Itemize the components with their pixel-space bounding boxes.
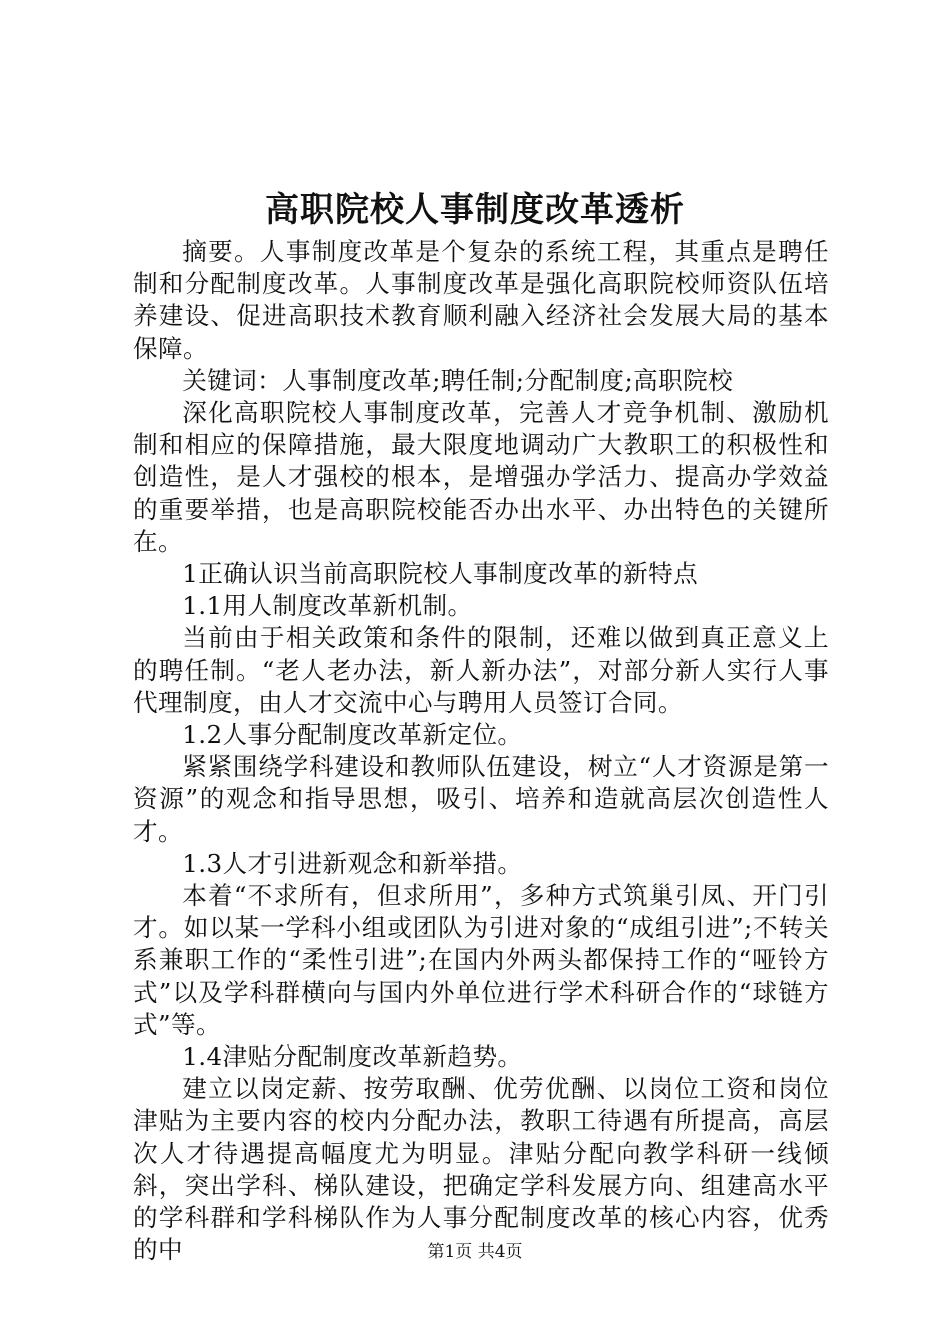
- subsection-heading-1-3: 1.3人才引进新观念和新举措。: [182, 848, 523, 878]
- subsection-heading-1-1: 1.1用人制度改革新机制。: [182, 591, 473, 621]
- body-paragraph: 本着“不求所有，但求所用”，多种方式筑巢引凤、开门引才。如以某一学科小组或团队为引进对象的“成组引进”;不转关系兼职工作的“柔性引进”;在国内外两头都保持工作的“哑铃方式”以及学科群横向与国内外单位进行学术科研合作的“球链方式”等。: [133, 881, 829, 1039]
- keywords-paragraph: 关键词：人事制度改革;聘任制;分配制度;高职院校: [182, 365, 734, 395]
- body-paragraph: 建立以岗定薪、按劳取酬、优劳优酬、以岗位工资和岗位津贴为主要内容的校内分配办法，教职工待遇有所提高，高层次人才待遇提高幅度尤为明显。津贴分配向教学科研一线倾斜，突出学科、梯队建设，把确定学科发展方向、组建高水平的学科群和学科梯队作为人事分配制度改革的核心内容，优秀的中: [133, 1074, 829, 1265]
- section-heading-1: 1正确认识当前高职院校人事制度改革的新特点: [182, 559, 699, 589]
- document-body: [133, 236, 829, 1267]
- page-footer: 第1页 共4页: [427, 1242, 523, 1262]
- abstract-paragraph: 摘要。人事制度改革是个复杂的系统工程，其重点是聘任制和分配制度改革。人事制度改革是强化高职院校师资队伍培养建设、促进高职技术教育顺利融入经济社会发展大局的基本保障。: [133, 237, 829, 363]
- subsection-heading-1-4: 1.4津贴分配制度改革新趋势。: [182, 1042, 523, 1072]
- body-paragraph: 当前由于相关政策和条件的限制，还难以做到真正意义上的聘任制。“老人老办法，新人新办法”，对部分新人实行人事代理制度，由人才交流中心与聘用人员签订合同。: [133, 623, 829, 717]
- subsection-heading-1-2: 1.2人事分配制度改革新定位。: [182, 720, 523, 750]
- intro-paragraph: 深化高职院校人事制度改革，完善人才竞争机制、激励机制和相应的保障措施，最大限度地调动广大教职工的积极性和创造性，是人才强校的根本，是增强办学活力、提高办学效益的重要举措，也是高职院校能否办出水平、办出特色的关键所在。: [133, 398, 829, 556]
- document-title: 高职院校人事制度改革透析: [265, 190, 685, 230]
- body-paragraph: 紧紧围绕学科建设和教师队伍建设，树立“人才资源是第一资源”的观念和指导思想，吸引、培养和造就高层次创造性人才。: [133, 752, 829, 846]
